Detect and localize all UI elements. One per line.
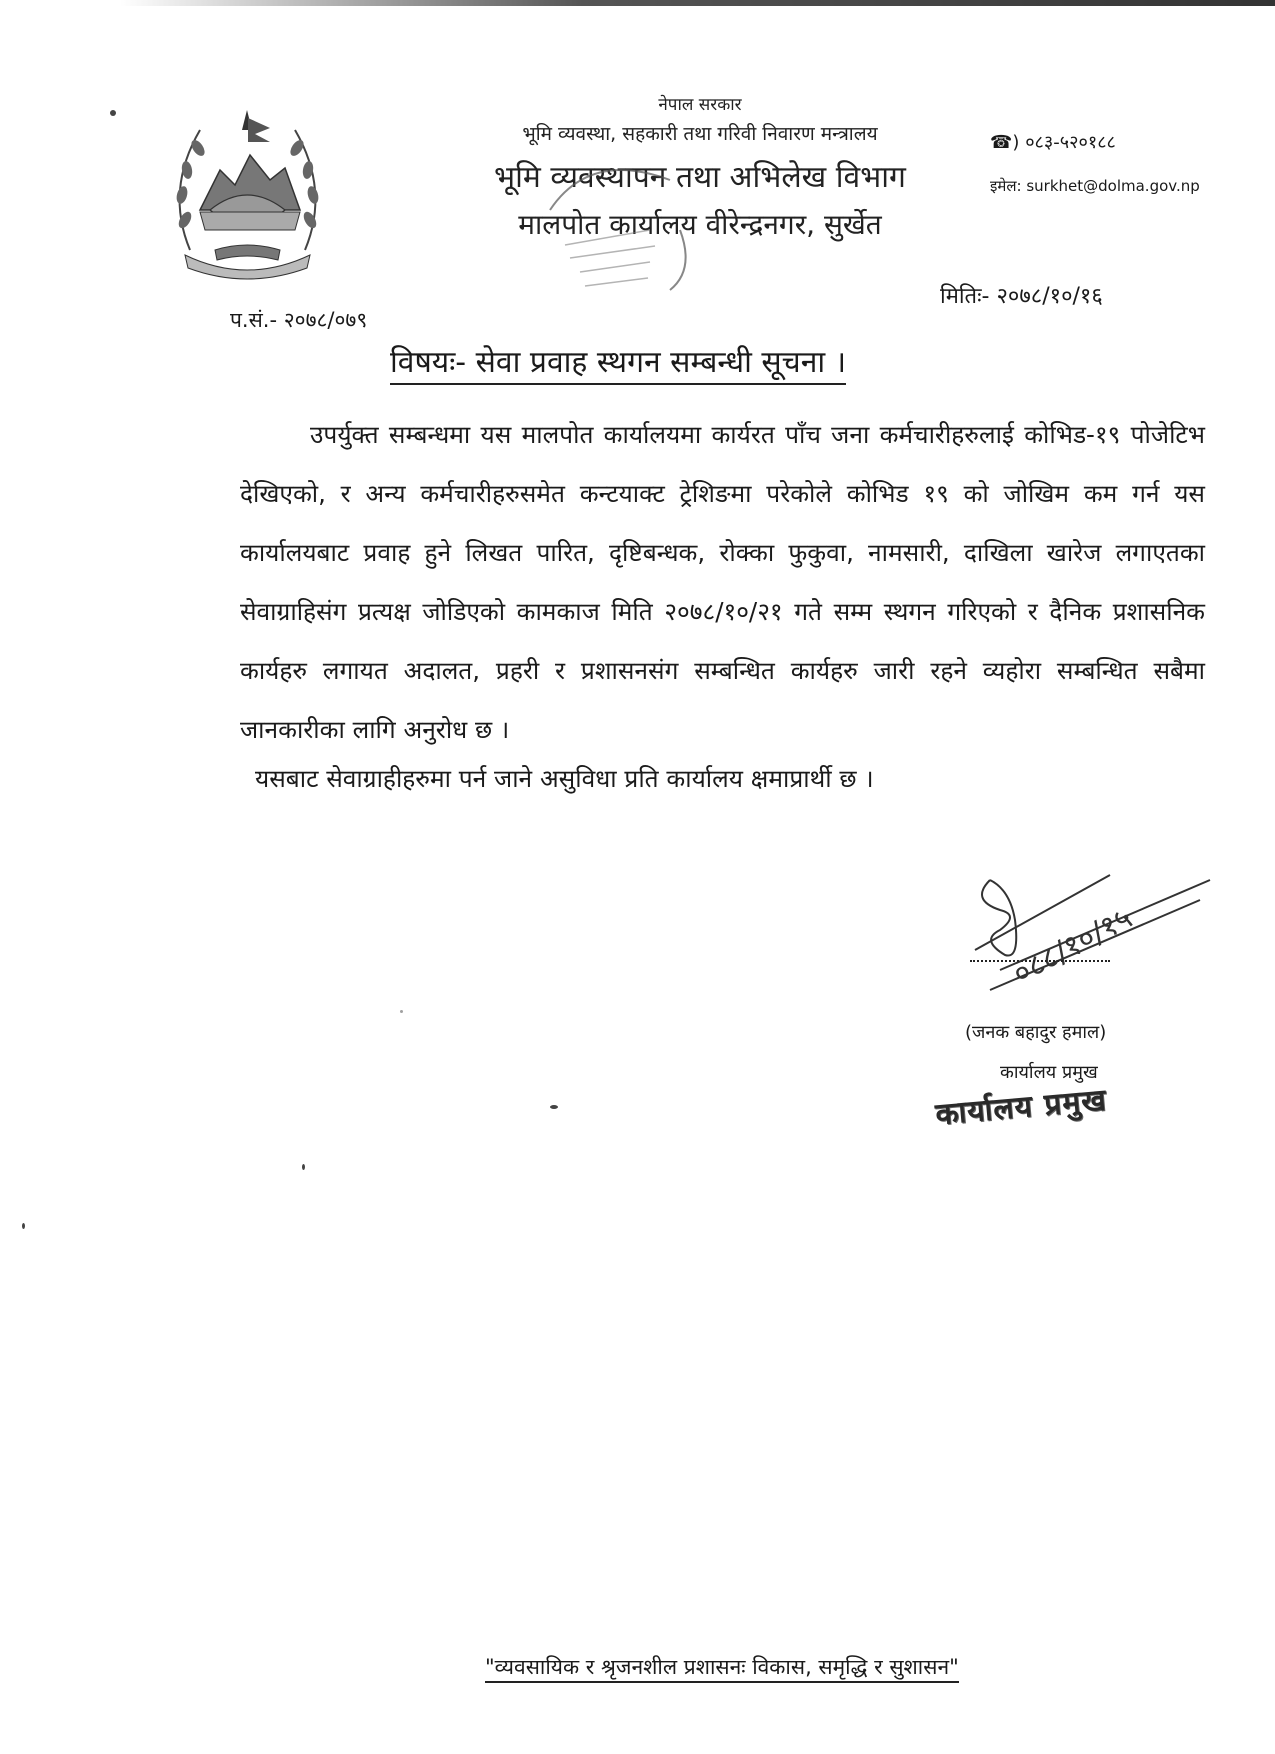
letter-date: मितिः- २०७८/१०/१६ — [940, 284, 1103, 309]
scan-edge-line — [120, 0, 1275, 6]
body-paragraph-2: यसबाट सेवाग्राहीहरुमा पर्न जाने असुविधा प्रति कार्यालय क्षमाप्रार्थी छ । — [255, 764, 874, 793]
email-line — [990, 176, 1200, 196]
department-name: भूमि व्यवस्थापन तथा अभिलेख विभाग — [494, 160, 906, 195]
ministry-name: भूमि व्यवस्था, सहकारी तथा गरिवी निवारण मन्त्रालय — [522, 123, 878, 145]
signature-dotted-line — [970, 960, 1110, 962]
scan-speck — [302, 1164, 305, 1170]
office-seal-stamp — [530, 150, 710, 310]
scan-speck — [400, 1010, 403, 1013]
scan-speck — [110, 110, 116, 116]
subject-heading: विषयः- सेवा प्रवाह स्थगन सम्बन्धी सूचना । — [390, 340, 846, 385]
phone-number: ☎) ०८३-५२०१८८ — [990, 132, 1116, 153]
scan-speck — [550, 1105, 558, 1109]
footer-slogan: "व्यवसायिक र श्रृजनशील प्रशासनः विकास, समृद्धि र सुशासन" — [485, 1653, 959, 1683]
reference-number: प.सं.- २०७८/०७९ — [230, 308, 368, 332]
designation-stamp: कार्यालय प्रमुख — [933, 1082, 1109, 1133]
signatory-name: (जनक बहादुर हमाल) — [965, 1022, 1107, 1043]
office-name: मालपोत कार्यालय वीरेन्द्रनगर, सुर्खेत — [518, 208, 882, 241]
signature-date: ०८८/१०/१५ — [1007, 900, 1139, 993]
email-address: surkhet@dolma.gov.np — [1026, 177, 1200, 195]
handwritten-signature — [960, 860, 1220, 1020]
notice-body — [240, 405, 1205, 799]
nepal-emblem-icon — [160, 100, 335, 285]
telephone-icon: ☎) — [990, 132, 1020, 153]
signatory-title: कार्यालय प्रमुख — [1000, 1062, 1098, 1083]
body-paragraph-1: उपर्युक्त सम्बन्धमा यस मालपोत कार्यालयमा कार्यरत पाँच जना कर्मचारीहरुलाई कोभिड-१९ पोजेटिभ देखिएको, र अन्य कर्मचारीहरुसमेत कन्टयाक्ट ट्रेशिङमा परेकोले कोभिड १९ को जोखिम कम गर्न यस कार्यालयबाट प्रवाह हुने लिखत पारित, दृष्टिबन्धक, रोक्का फुकुवा, नामसारी, दाखिला खारेज लगाएतका सेवाग्राहिसंग प्रत्यक्ष जोडिएको कामकाज मिति २०७८/१०/२१ गते सम्म स्थगन गरिएको र दैनिक प्रशासनिक कार्यहरु लगायत अदालत, प्रहरी र प्रशासनसंग सम्बन्धित कार्यहरु जारी रहने व्यहोरा सम्बन्धित सबैमा जानकारीका लागि अनुरोध छ । — [240, 420, 1205, 744]
government-name: नेपाल सरकार — [658, 95, 742, 115]
scan-speck — [22, 1223, 25, 1229]
email-label: इमेल: — [990, 177, 1022, 195]
